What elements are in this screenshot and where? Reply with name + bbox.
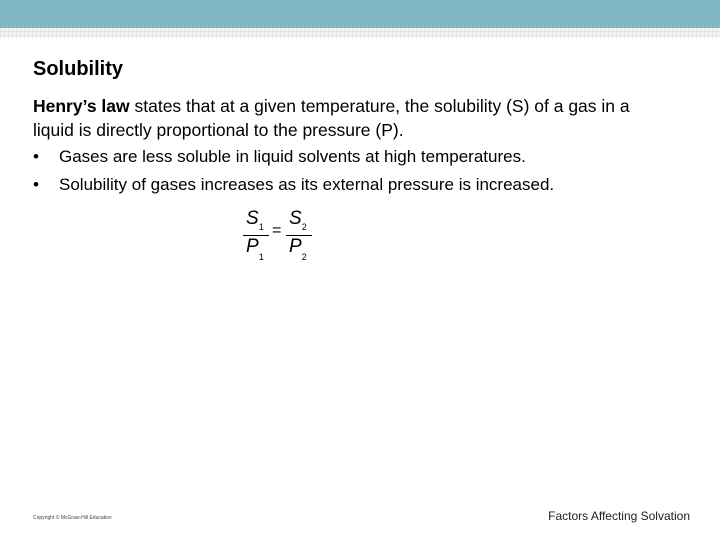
header-bar xyxy=(0,0,720,28)
right-fraction xyxy=(286,206,314,264)
slide-title: Solubility xyxy=(33,58,123,80)
section-footer-label: Factors Affecting Solvation xyxy=(548,509,690,523)
left-denominator: $P_1$ xyxy=(246,236,264,262)
henrys-law-statement xyxy=(33,94,673,142)
henrys-law-definition: states that at a given temperature, the solubility (S) of a gas in a liquid is directly proportional to the pressure (P). xyxy=(33,96,630,140)
copyright-notice: Copyright © McGraw-Hill Education xyxy=(33,515,112,521)
right-denominator: $P_2$ xyxy=(289,236,307,262)
bullet-marker: • xyxy=(33,175,39,194)
henrys-law-formula xyxy=(243,206,323,264)
left-fraction xyxy=(243,206,271,264)
header-pattern-strip xyxy=(0,28,720,38)
bullet-marker: • xyxy=(33,147,39,166)
henrys-law-term: Henry’s law xyxy=(33,96,130,116)
left-numerator: $S_1$ xyxy=(246,208,264,232)
equals-sign: = xyxy=(272,222,282,239)
bullet-text: Gases are less soluble in liquid solvents at high temperatures. xyxy=(59,147,526,166)
right-numerator: $S_2$ xyxy=(289,208,307,232)
bullet-text: Solubility of gases increases as its external pressure is increased. xyxy=(59,175,555,194)
